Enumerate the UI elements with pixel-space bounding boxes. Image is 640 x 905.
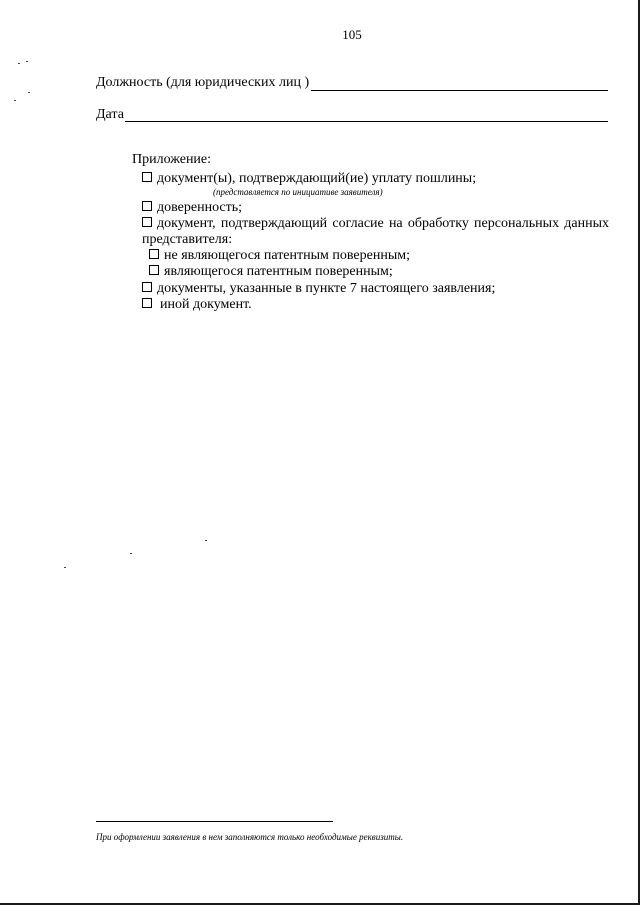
appendix-item-other-doc (142, 297, 252, 313)
payment-docs-label: документ(ы), подтверждающий(ие) уплату пошлины; (157, 171, 477, 186)
scan-speck (18, 63, 20, 64)
footnote: При оформлении заявления в нем заполняются только необходимые реквизиты. (96, 832, 404, 842)
footnote-rule (96, 821, 333, 822)
appendix-item-item7-docs (142, 281, 495, 297)
page-number: 105 (342, 27, 362, 42)
scan-speck (28, 92, 30, 93)
patent-attorney-label: являющегося патентным поверенным; (164, 264, 393, 279)
item7-docs-label: документы, указанные в пункте 7 настоящего заявления; (157, 281, 496, 296)
date-field-label: Дата (96, 107, 124, 122)
item7-docs-checkbox[interactable] (142, 282, 152, 292)
scan-speck (64, 567, 66, 568)
other-doc-checkbox[interactable] (142, 298, 152, 308)
scan-speck (130, 553, 132, 554)
consent-label-line1: документ, подтверждающий согласие на обработку персональных данных (157, 216, 609, 231)
appendix-item-power-of-attorney (142, 200, 242, 216)
payment-docs-checkbox[interactable] (142, 172, 152, 182)
appendix-item-consent (142, 216, 609, 232)
appendix-subitem-not-patent-attorney (149, 248, 410, 264)
payment-hint: (представляется по инициативе заявителя) (213, 187, 383, 197)
date-field-line[interactable] (125, 121, 608, 122)
appendix-heading: Приложение: (132, 152, 212, 167)
appendix-item-payment (142, 171, 476, 187)
not-patent-attorney-label: не являющегося патентным поверенным; (164, 248, 410, 263)
consent-checkbox[interactable] (142, 217, 152, 227)
appendix-subitem-patent-attorney (149, 264, 393, 280)
consent-label-line2: представителя: (142, 232, 233, 247)
power-of-attorney-label: доверенность; (157, 200, 243, 215)
scan-speck (26, 61, 28, 62)
scan-speck (14, 100, 16, 101)
not-patent-attorney-checkbox[interactable] (149, 249, 159, 259)
power-of-attorney-checkbox[interactable] (142, 201, 152, 211)
patent-attorney-checkbox[interactable] (149, 265, 159, 275)
position-field-label: Должность (для юридических лиц ) (96, 75, 310, 90)
scan-speck (205, 540, 207, 541)
other-doc-label: иной документ. (160, 297, 252, 312)
position-field-line[interactable] (311, 90, 608, 91)
